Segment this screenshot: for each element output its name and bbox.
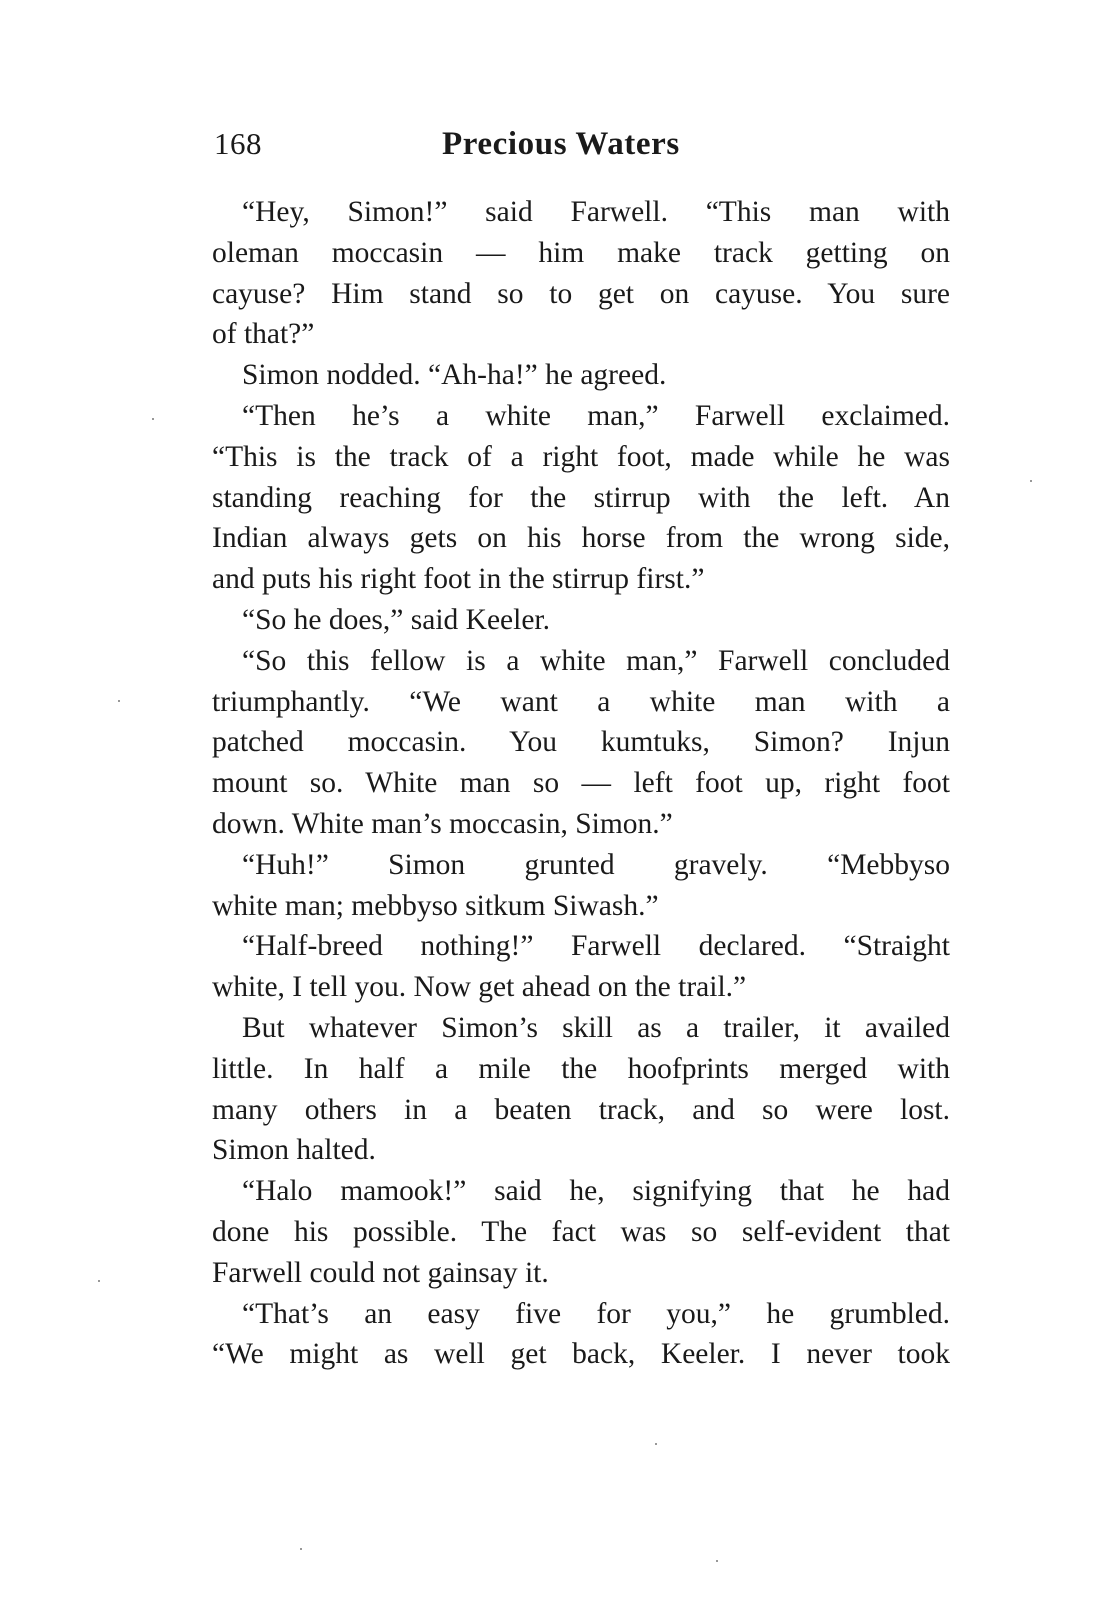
text-line: oleman moccasin — him make track getting on <box>212 236 950 269</box>
text-line: of that?” <box>212 318 315 351</box>
scan-speck <box>655 1443 657 1445</box>
text-line: and puts his right foot in the stirrup first.” <box>212 563 705 596</box>
text-line: mount so. White man so — left foot up, right foot <box>212 767 950 800</box>
text-line: “Hey, Simon!” said Farwell. “This man with <box>242 196 950 228</box>
scan-speck <box>118 700 120 702</box>
scan-speck <box>716 1560 718 1562</box>
text-line: Indian always gets on his horse from the wrong side, <box>212 522 950 555</box>
text-line: “So this fellow is a white man,” Farwell concluded <box>242 644 950 677</box>
text-line: “Huh!” Simon grunted gravely. “Mebbyso <box>242 848 950 881</box>
text-line: “This is the track of a right foot, made while he was <box>212 440 950 473</box>
scan-speck <box>1030 480 1032 482</box>
text-line: many others in a beaten track, and so were lost. <box>212 1093 950 1126</box>
text-line: down. White man’s moccasin, Simon.” <box>212 807 673 840</box>
text-line: triumphantly. “We want a white man with a <box>212 685 950 718</box>
text-line: done his possible. The fact was so self-evident that <box>212 1215 950 1248</box>
text-line: patched moccasin. You kumtuks, Simon? Injun <box>212 726 950 759</box>
text-line: Simon nodded. “Ah-ha!” he agreed. <box>242 359 667 392</box>
scan-speck <box>300 1548 302 1550</box>
text-line: “Halo mamook!” said he, signifying that he had <box>242 1175 950 1208</box>
text-line: “That’s an easy five for you,” he grumbled. <box>242 1297 950 1330</box>
text-line: Farwell could not gainsay it. <box>212 1256 549 1289</box>
running-head: Precious Waters <box>442 126 680 162</box>
text-line: “Half-breed nothing!” Farwell declared. “Straight <box>242 930 950 963</box>
scan-speck <box>152 418 154 420</box>
text-line: “We might as well get back, Keeler. I never took <box>212 1338 950 1371</box>
text-line: “Then he’s a white man,” Farwell exclaimed. <box>242 399 950 432</box>
body-text <box>212 192 950 1375</box>
text-line: Simon halted. <box>212 1134 376 1167</box>
text-line: white man; mebbyso sitkum Siwash.” <box>212 889 659 922</box>
text-line: But whatever Simon’s skill as a trailer, it availed <box>242 1011 950 1044</box>
scan-speck <box>98 1280 100 1282</box>
page-header <box>214 126 950 174</box>
text-line: cayuse? Him stand so to get on cayuse. You sure <box>212 277 950 310</box>
text-line: white, I tell you. Now get ahead on the trail.” <box>212 971 747 1004</box>
text-line: standing reaching for the stirrup with the left. An <box>212 481 950 514</box>
text-line: little. In half a mile the hoofprints merged with <box>212 1052 950 1085</box>
page-number: 168 <box>214 126 262 161</box>
text-line: “So he does,” said Keeler. <box>242 603 551 636</box>
